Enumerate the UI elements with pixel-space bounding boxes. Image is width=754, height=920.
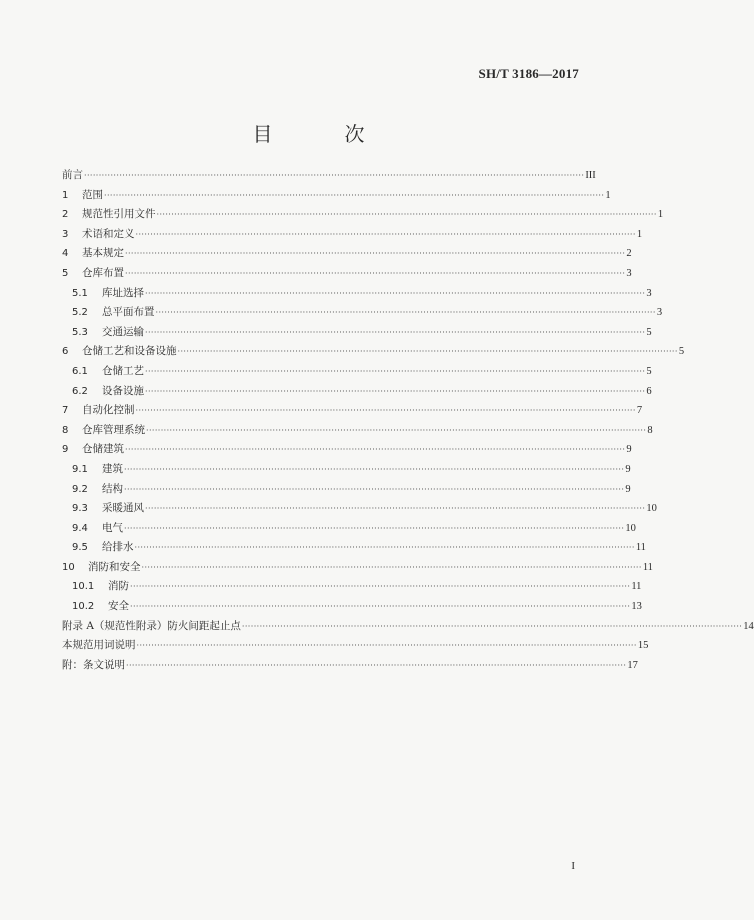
- toc-entry-number: 6.2: [72, 385, 88, 397]
- dot-leader: ··········································································································································································: [134, 543, 635, 553]
- toc-entry-page: 1: [636, 228, 643, 240]
- toc-entry-page: 5: [678, 346, 685, 358]
- toc-entry-page: 5: [646, 365, 652, 377]
- toc-entry-number: 9.4: [72, 522, 88, 534]
- dot-leader: ··········································································································································································: [124, 484, 625, 494]
- toc-entry-label: 消防: [108, 580, 129, 593]
- toc-entry-number: 4: [62, 248, 69, 260]
- toc-entry-page: 15: [637, 640, 649, 652]
- toc-entry-label: 采暖通风: [102, 502, 144, 515]
- toc-entry-label: 安全: [108, 600, 129, 613]
- toc-entry-label: 本规范用词说明: [62, 639, 136, 652]
- toc-entry-number: 9.1: [72, 463, 88, 475]
- toc-entry[interactable]: [62, 186, 611, 206]
- dot-leader: ··········································································································································································: [145, 386, 646, 396]
- toc-entry[interactable]: [62, 166, 596, 186]
- toc-entry[interactable]: [62, 538, 646, 558]
- toc-entry-page: 10: [625, 522, 636, 534]
- dot-leader: ··········································································································································································: [104, 190, 605, 200]
- toc-entry-label: 建筑: [102, 462, 123, 475]
- dot-leader: ··········································································································································································: [146, 425, 647, 435]
- toc-entry[interactable]: [62, 421, 653, 441]
- toc-entry-label: 仓库管理系统: [82, 423, 145, 436]
- toc-entry[interactable]: [62, 205, 664, 225]
- toc-entry[interactable]: [62, 577, 642, 597]
- toc-entry-page: 1: [605, 189, 611, 201]
- dot-leader: ··········································································································································································: [125, 249, 626, 259]
- dot-leader: ··········································································································································································: [136, 641, 637, 651]
- toc-entry[interactable]: [62, 244, 632, 264]
- toc-entry-page: III: [585, 170, 596, 181]
- dot-leader: ··········································································································································································: [145, 504, 646, 514]
- toc-entry-page: 8: [647, 424, 653, 436]
- toc-entry-number: 3: [62, 228, 69, 240]
- toc-entry[interactable]: [62, 264, 632, 284]
- toc-entry-page: 7: [636, 405, 643, 417]
- toc-entry-number: 8: [62, 424, 69, 436]
- dot-leader: ··········································································································································································: [125, 268, 626, 278]
- dot-leader: ··········································································································································································: [124, 523, 625, 533]
- toc-entry-number: 9.2: [72, 483, 88, 495]
- toc-entry-label: 范围: [82, 188, 103, 201]
- toc-entry[interactable]: [62, 401, 643, 421]
- toc-entry-label: 前言: [62, 169, 83, 181]
- toc-entry-page: 14: [743, 620, 754, 632]
- page-title: 目 次: [252, 122, 391, 146]
- toc-entry-page: 9: [625, 463, 631, 475]
- toc-entry-page: 11: [631, 581, 642, 593]
- standard-code: SH/T 3186—2017: [478, 66, 579, 81]
- toc-entry-label: 电气: [102, 521, 123, 534]
- toc-entry-page: 11: [642, 561, 653, 573]
- dot-leader: ··········································································································································································: [141, 562, 642, 572]
- toc-entry-page: 3: [646, 287, 652, 299]
- toc-entry-label: 交通运输: [102, 325, 144, 338]
- toc-entry-page: 9: [626, 444, 632, 456]
- toc-entry-number: 6: [62, 346, 69, 358]
- toc-entry[interactable]: [62, 225, 643, 245]
- toc-entry-label: 附：条文说明: [62, 658, 125, 671]
- toc-entry-label: 给排水: [102, 541, 134, 554]
- toc-entry-number: 10: [62, 561, 75, 573]
- toc-entry-label: 自动化控制: [82, 404, 135, 417]
- toc-entry[interactable]: [62, 617, 754, 637]
- toc-entry[interactable]: [62, 499, 657, 519]
- dot-leader: ··········································································································································································: [126, 660, 627, 670]
- dot-leader: ··········································································································································································: [145, 366, 646, 376]
- dot-leader: ··········································································································································································: [145, 288, 646, 298]
- dot-leader: ··········································································································································································: [130, 582, 631, 592]
- toc-entry[interactable]: [62, 362, 652, 382]
- toc-entry-page: 17: [627, 659, 638, 671]
- toc-entry-label: 总平面布置: [102, 306, 155, 319]
- toc-entry-number: 5.2: [72, 307, 88, 319]
- dot-leader: ··········································································································································································: [84, 171, 585, 180]
- toc-entry-number: 9: [62, 444, 69, 456]
- toc-entry-number: 9.5: [72, 542, 88, 554]
- toc-entry-label: 仓储工艺: [102, 364, 144, 377]
- toc-entry[interactable]: [62, 323, 652, 343]
- dot-leader: ··········································································································································································: [177, 347, 678, 357]
- toc-entry-number: 5: [62, 267, 69, 279]
- dot-leader: ··········································································································································································: [125, 445, 626, 455]
- toc-entry-label: 库址选择: [102, 286, 144, 299]
- toc-entry-label: 基本规定: [82, 247, 124, 260]
- toc-entry[interactable]: [62, 558, 653, 578]
- dot-leader: ··········································································································································································: [145, 327, 646, 337]
- toc-entry-page: 9: [625, 483, 631, 495]
- toc-entry[interactable]: [62, 440, 632, 460]
- toc-entry[interactable]: [62, 460, 631, 480]
- toc-entry-page: 3: [656, 307, 663, 319]
- toc-entry-number: 10.1: [72, 581, 95, 593]
- toc-entry[interactable]: [62, 597, 642, 617]
- toc-entry-label: 结构: [102, 482, 123, 495]
- toc-entry-page: 11: [635, 542, 646, 554]
- toc-entry-number: 5.3: [72, 326, 88, 338]
- toc-entry-page: 2: [626, 248, 632, 260]
- dot-leader: ··········································································································································································: [241, 621, 743, 631]
- toc-entry-label: 仓储工艺和设备设施: [82, 345, 177, 358]
- toc-entry-number: 2: [62, 209, 69, 221]
- dot-leader: ··········································································································································································: [135, 406, 636, 416]
- toc-entry-page: 1: [657, 209, 664, 221]
- toc-entry[interactable]: [62, 656, 638, 676]
- toc-entry-number: 10.2: [72, 601, 95, 613]
- dot-leader: ··········································································································································································: [130, 602, 631, 612]
- toc-entry-number: 6.1: [72, 365, 88, 377]
- dot-leader: ··········································································································································································: [124, 464, 625, 474]
- toc-entry-page: 6: [646, 385, 652, 397]
- toc-entry[interactable]: [62, 382, 652, 402]
- table-of-contents: [62, 166, 754, 675]
- toc-entry-page: 3: [626, 267, 632, 279]
- dot-leader: ··········································································································································································: [155, 308, 656, 318]
- toc-entry-label: 术语和定义: [82, 227, 135, 240]
- toc-entry-number: 7: [62, 405, 69, 417]
- toc-entry-label: 规范性引用文件: [82, 208, 156, 221]
- toc-entry-page: 5: [646, 326, 652, 338]
- dot-leader: ··········································································································································································: [135, 229, 636, 239]
- toc-entry[interactable]: [62, 519, 636, 539]
- toc-entry[interactable]: [62, 636, 649, 656]
- toc-entry-label: 附录 A（规范性附录）防火间距起止点: [62, 619, 241, 632]
- toc-entry[interactable]: [62, 342, 685, 362]
- toc-entry-number: 5.1: [72, 287, 88, 299]
- toc-entry-label: 设备设施: [102, 384, 144, 397]
- toc-entry-label: 仓储建筑: [82, 443, 124, 456]
- toc-entry-label: 仓库布置: [82, 266, 124, 279]
- toc-entry[interactable]: [62, 480, 631, 500]
- toc-entry[interactable]: [62, 284, 652, 304]
- toc-entry-page: 13: [631, 601, 642, 613]
- toc-entry-page: 10: [646, 503, 657, 515]
- toc-entry[interactable]: [62, 303, 663, 323]
- dot-leader: ··········································································································································································: [156, 210, 657, 220]
- toc-entry-number: 1: [62, 189, 69, 201]
- page-number: I: [571, 860, 575, 872]
- toc-entry-label: 消防和安全: [88, 560, 141, 573]
- toc-entry-number: 9.3: [72, 503, 88, 515]
